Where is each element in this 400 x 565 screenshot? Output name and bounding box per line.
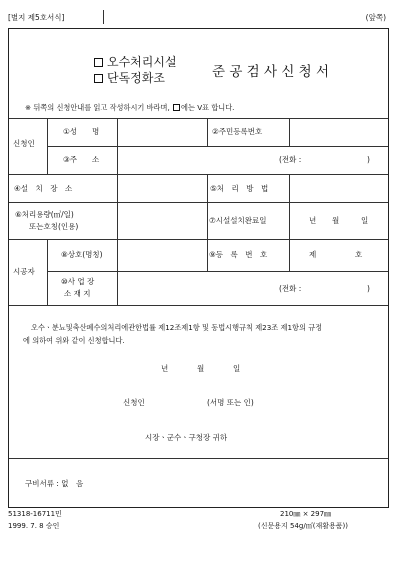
method-label: ⑤처 리 방 법 (210, 184, 269, 193)
location-field[interactable] (119, 175, 206, 201)
rule-v-right (289, 174, 290, 271)
notice (25, 104, 234, 111)
form-title: 준 공 검 사 신 청 서 (212, 64, 330, 80)
location-label: ④설 치 장 소 (14, 184, 73, 193)
office-label-2: 소 재 지 (64, 289, 91, 298)
applicant-signature-field[interactable] (149, 393, 205, 409)
declaration-recipient: 시장ㆍ군수ㆍ구청장 귀하 (145, 433, 228, 442)
rule-v-contractor-group (47, 239, 48, 305)
notice-text-b: 에는 V표 합니다. (181, 103, 235, 112)
rule-v-applicant-group (47, 118, 48, 174)
rule-table-bottom (9, 305, 388, 306)
applicant-phone-close: ) (367, 155, 370, 164)
declaration-month: 월 (197, 364, 205, 373)
completion-year: 년 (309, 216, 317, 225)
option-sewage (94, 53, 177, 70)
office-label-1: ⑩사 업 장 (61, 277, 95, 286)
rule-v-mid (207, 174, 208, 271)
reg-no-label: ⑨등 록 번 호 (209, 250, 268, 259)
rrn-field[interactable] (291, 119, 387, 145)
footer-paper: (신문용지 54g/㎡(재활용품)) (258, 522, 348, 530)
required-documents: 구비서류 : 없 음 (25, 479, 84, 488)
declaration-day: 일 (233, 364, 241, 373)
rule-v-label (117, 118, 118, 305)
option-septic (94, 69, 165, 86)
contractor-phone-close: ) (367, 284, 370, 293)
completion-label: ⑦시설설치완료일 (209, 216, 267, 225)
header-tick (103, 10, 104, 24)
rule-v-name-mid (207, 118, 208, 146)
checkbox-sewage[interactable] (94, 58, 103, 67)
address-field[interactable] (119, 147, 384, 173)
capacity-field[interactable] (119, 203, 206, 238)
reg-no-je: 제 (309, 250, 317, 259)
trade-name-label: ⑧상호(명칭) (61, 250, 103, 259)
checkbox-septic[interactable] (94, 74, 103, 83)
footer-code: 51318-16711민 (8, 510, 62, 518)
declaration-line-2: 에 의하여 위와 같이 신청합니다. (23, 336, 125, 345)
notice-marker: ※ (25, 103, 32, 112)
option-septic-label: 단독정화조 (107, 71, 165, 85)
checkbox-glyph (173, 104, 180, 111)
declaration-sign: (서명 또는 인) (207, 398, 254, 407)
form-number: [별지 제5호서식] (8, 13, 65, 22)
declaration-applicant: 신청인 (123, 398, 145, 407)
page-side: (앞쪽) (365, 13, 386, 22)
rrn-label: ②주민등록번호 (212, 127, 263, 136)
applicant-group-label: 신청인 (13, 139, 35, 148)
rule-documents-top (9, 458, 388, 459)
declaration-year: 년 (161, 364, 169, 373)
rule-v-rrn-mid (289, 118, 290, 146)
address-label: ③주 소 (63, 155, 100, 164)
contractor-group-label: 시공자 (13, 267, 35, 276)
option-sewage-label: 오수처리시설 (107, 55, 177, 69)
applicant-phone-label: (전화 : (279, 155, 302, 164)
footer-approved: 1999. 7. 8 승인 (8, 522, 60, 530)
capacity-label-2: 또는호칭(인용) (29, 222, 79, 231)
trade-name-field[interactable] (119, 240, 206, 270)
name-field[interactable] (119, 119, 206, 145)
method-field[interactable] (291, 175, 387, 201)
notice-text-a: 뒤쪽의 신청안내를 읽고 작성하시기 바라며, (33, 103, 170, 112)
capacity-label-1: ⑥처리용량(㎥/일) (15, 210, 74, 219)
completion-month: 월 (332, 216, 340, 225)
completion-day: 일 (361, 216, 369, 225)
contractor-phone-label: (전화 : (279, 284, 302, 293)
name-label: ①성 명 (63, 127, 100, 136)
reg-no-ho: 호 (355, 250, 363, 259)
declaration-line-1: 오수ㆍ분뇨및축산폐수의처리에관한법률 제12조제1항 및 동법시행규칙 제23조 제1항의 규정 (31, 323, 323, 332)
form-frame (8, 28, 389, 508)
footer-size: 210㎜ × 297㎜ (280, 510, 332, 518)
office-address-field[interactable] (119, 272, 384, 304)
